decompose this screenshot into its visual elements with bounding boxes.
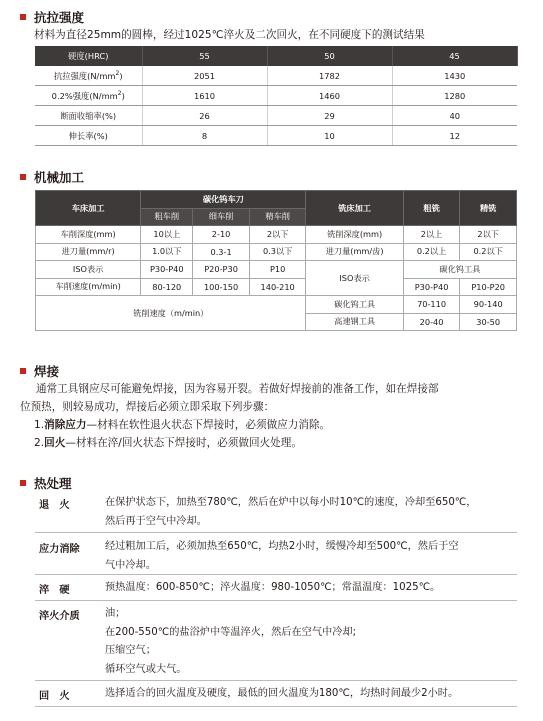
- table-row: [35, 86, 517, 106]
- section-title-text: 焊接: [34, 364, 60, 379]
- heat-text-line: 气中冷却。: [105, 559, 156, 571]
- heat-text: [105, 494, 476, 531]
- table-row: [36, 296, 517, 314]
- table-cell: 1460: [267, 86, 392, 106]
- welding-step-1: [34, 416, 330, 434]
- header-cell: 硬度(HRC): [35, 46, 142, 66]
- step-number: 1.: [34, 419, 45, 431]
- table-cell: ISO表示: [36, 261, 141, 279]
- fine-mill-header: 精铣: [460, 191, 517, 226]
- table-cell: 0.2以下: [460, 243, 517, 261]
- heat-label: 退 火: [39, 500, 70, 511]
- step-title: 回火: [44, 437, 66, 449]
- table-cell: 10: [267, 126, 392, 146]
- table-row: [35, 126, 517, 146]
- heat-text: [105, 685, 458, 704]
- heat-text-line: 然后再于空气中冷却。: [105, 515, 207, 527]
- table-row: [36, 226, 517, 244]
- table-cell: P20-P30: [193, 261, 250, 279]
- table-cell: 140-210: [249, 278, 306, 296]
- heat-row-stress: [35, 536, 517, 575]
- table-cell: 抗拉强度$(N/mm^2)$: [35, 66, 142, 86]
- heat-row-media: [35, 604, 517, 681]
- carbide-header: 碳化钨车刀: [141, 191, 306, 209]
- heat-row-harden: [35, 578, 517, 601]
- table-cell: 90-140: [460, 296, 517, 314]
- table-cell: 2以下: [249, 226, 306, 244]
- table-cell: 1782: [267, 66, 392, 86]
- machining-table: [35, 190, 517, 331]
- header-cell: 55: [142, 46, 267, 66]
- table-cell: P10: [249, 261, 306, 279]
- bullet-square-icon: [20, 174, 26, 180]
- heat-text-line: 循环空气或大气。: [105, 663, 187, 675]
- finish-header: 精车削: [249, 208, 306, 226]
- bullet-square-icon: [20, 480, 26, 486]
- table-row: [36, 243, 517, 261]
- heat-text-line: 油；: [105, 608, 126, 619]
- table-cell: 1430: [392, 66, 517, 86]
- section-title-welding: [20, 362, 59, 380]
- table-row: [35, 106, 517, 126]
- table-cell: 进刀量(mm/r): [36, 243, 141, 261]
- heat-label: 淬火介质: [39, 611, 80, 622]
- table-cell: 29: [267, 106, 392, 126]
- table-cell: 1.0以下: [141, 243, 193, 261]
- table-cell: 碳化钨工具: [403, 261, 516, 279]
- table-cell: 2以上: [403, 226, 460, 244]
- section-title-text: 机械加工: [34, 170, 85, 185]
- header-cell: 45: [392, 46, 517, 66]
- table-cell: 2-10: [193, 226, 250, 244]
- table-cell: 0.2以上: [403, 243, 460, 261]
- table-cell: 20-40: [403, 313, 460, 331]
- table-cell: 铣削速度（m/min）: [36, 296, 306, 331]
- tensile-table: [35, 46, 518, 146]
- table-row: [36, 261, 517, 279]
- heat-text: [105, 538, 459, 575]
- table-cell: 8: [142, 126, 267, 146]
- header-cell: 50: [267, 46, 392, 66]
- heat-text-line: 压缩空气；: [105, 645, 156, 656]
- welding-step-2: [34, 434, 302, 452]
- bullet-square-icon: [20, 14, 26, 20]
- table-cell: P10-P20: [460, 278, 517, 296]
- table-cell: 10以上: [141, 226, 193, 244]
- table-row: [35, 66, 517, 86]
- welding-paragraph-line2: 位预热，则较易成功，焊接后必须立即采取下列步骤：: [20, 401, 275, 413]
- table-header-row: [35, 46, 517, 66]
- rough-mill-header: 粗铣: [403, 191, 460, 226]
- table-cell: 进刀量(mm/齿): [306, 243, 403, 261]
- turning-header: 车床加工: [36, 191, 141, 226]
- heat-text-line: 选择适合的回火温度及硬度，最低的回火温度为180℃，均热时间最少2小时。: [105, 688, 459, 699]
- bullet-square-icon: [20, 368, 26, 374]
- table-cell: 铣削深度(mm): [306, 226, 403, 244]
- table-cell: ISO表示: [306, 261, 403, 296]
- table-cell: 30-50: [460, 313, 517, 331]
- heat-text-line: 在200-550℃的盐浴炉中等温淬火，然后在空气中冷却;: [105, 626, 356, 638]
- table-row: [36, 278, 517, 296]
- milling-header: 铣床加工: [306, 191, 403, 226]
- table-cell: 0.3以下: [249, 243, 306, 261]
- section-title-heat-treatment: [20, 474, 72, 492]
- table-cell: 0.3-1: [193, 243, 250, 261]
- table-cell: 70-110: [403, 296, 460, 314]
- welding-paragraph-line1: 通常工具钢应尽可能避免焊接，因为容易开裂。若做好焊接前的准备工作，如在焊接部: [36, 383, 439, 395]
- section-title-text: 热处理: [34, 476, 72, 491]
- table-cell: 1280: [392, 86, 517, 106]
- fine-header: 细车削: [193, 208, 250, 226]
- step-title: 消除应力: [44, 419, 87, 431]
- rough-header: 粗车削: [141, 208, 193, 226]
- heat-row-temper: [35, 684, 517, 707]
- table-cell: 40: [392, 106, 517, 126]
- step-number: 2.: [34, 437, 45, 449]
- table-cell: 80-120: [141, 278, 193, 296]
- heat-text: [105, 605, 356, 679]
- table-cell: 26: [142, 106, 267, 126]
- heat-label: 应力消除: [39, 544, 80, 555]
- heat-text: [105, 579, 440, 598]
- table-cell: 断面收缩率(%): [35, 106, 142, 126]
- table-cell: 2051: [142, 66, 267, 86]
- table-cell: P30-P40: [141, 261, 193, 279]
- heat-label: 淬 硬: [39, 585, 70, 596]
- heat-text-line: 预热温度：600-850℃；淬火温度：980-1050℃；常温温度：1025℃。: [105, 582, 441, 593]
- section-title-tensile: [20, 8, 84, 26]
- table-cell: 100-150: [193, 278, 250, 296]
- heat-text-line: 经过粗加工后，必须加热至650℃，均热2小时，缓慢冷却至500℃，然后于空: [105, 541, 459, 552]
- section-title-text: 抗拉强度: [34, 10, 85, 25]
- table-cell: 碳化钨工具: [306, 296, 403, 314]
- heat-label: 回 火: [39, 691, 70, 702]
- step-text: —材料在淬/回火状态下焊接时，必须做回火处理。: [65, 437, 302, 449]
- tensile-description: 材料为直径25mm的圆棒，经过1025℃淬火及二次回火，在不同硬度下的测试结果: [34, 29, 425, 41]
- section-title-machining: [20, 168, 84, 186]
- table-cell: 2以下: [460, 226, 517, 244]
- table-cell: 伸长率(%): [35, 126, 142, 146]
- table-cell: 车削速度(m/min): [36, 278, 141, 296]
- heat-row-anneal: [35, 492, 517, 533]
- step-text: —材料在软性退火状态下焊接时，必须做应力消除。: [86, 419, 331, 431]
- table-cell: 0.2%强度$(N/mm^2)$: [35, 86, 142, 106]
- table-cell: 高速钢工具: [306, 313, 403, 331]
- heat-text-line: 在保护状态下，加热至780℃，然后在炉中以每小时10℃的速度，冷却至650℃，: [105, 497, 477, 508]
- table-cell: P30-P40: [403, 278, 460, 296]
- table-cell: 1610: [142, 86, 267, 106]
- table-cell: 12: [392, 126, 517, 146]
- table-cell: 车削深度(mm): [36, 226, 141, 244]
